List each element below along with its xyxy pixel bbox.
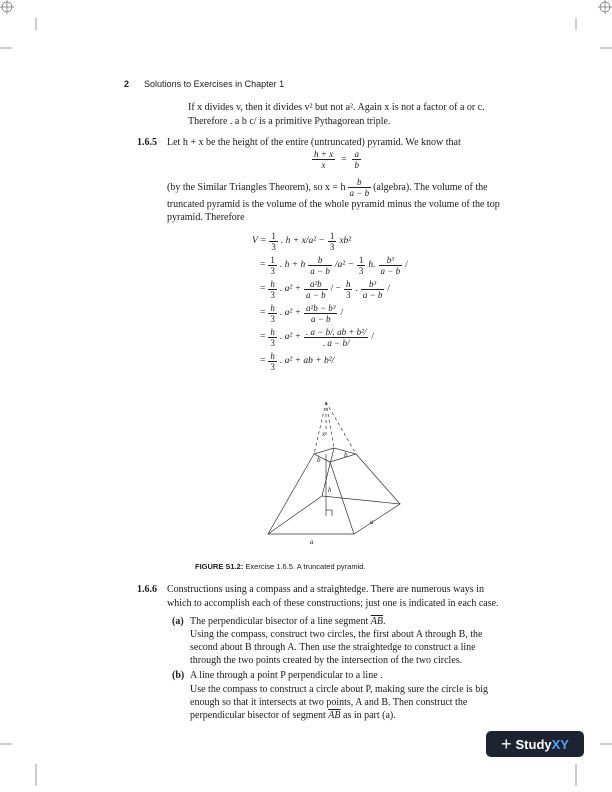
part-b-line-2: enough so that it intersects at two points, A and B. Then construct the (190, 697, 468, 708)
part-b-label: (b) (172, 670, 185, 681)
label-b-left: b (317, 456, 321, 464)
row3-frac-a-den: 3 (270, 289, 275, 300)
running-header (124, 79, 284, 89)
row2-frac-b-den: 3 (358, 265, 364, 276)
part-a-line-2: second about B through A. Then use the straightedge to construct a line (190, 642, 476, 653)
derivation-row-1 (252, 229, 351, 253)
row5-f-tail: / (371, 332, 374, 342)
figure-caption-label: FIGURE S1.2: (195, 562, 244, 571)
part-a-line-1: Using the compass, construct two circles, the first about A through B, the (190, 629, 483, 640)
part-a-title-pre: The perpendicular bisector of a line segment (190, 616, 371, 627)
part-b-segment: $\overline{AB}$ (328, 710, 341, 721)
row2-frac-a-num: 1 (270, 254, 275, 265)
studyxy-watermark[interactable] (486, 731, 584, 757)
intro-line-1: If x divides v, then it divides v² but not a². Again x is not a factor of a or c. (188, 102, 485, 113)
row3-mid: . a² + (279, 284, 301, 294)
part-b-line-3 (190, 709, 396, 722)
ex165-text-2a: (by the Similar Triangles Theorem), so x = h (167, 182, 346, 193)
row6-frac-a-den: 3 (270, 361, 275, 372)
row6-frac-a-num: h (270, 350, 275, 361)
row4-frac-a-den: 3 (270, 313, 275, 324)
row2-mid: . h + h (279, 260, 306, 270)
row4-frac-f-den: a − b (310, 313, 331, 324)
exercise-number-1-6-6: 1.6.6 (137, 584, 157, 595)
figure-caption-text: Exercise 1.6.5. A truncated pyramid. (243, 562, 366, 571)
row2-lhs: = (260, 260, 266, 270)
similar-triangles-equation (312, 149, 361, 170)
eq1-equals: = (341, 154, 347, 165)
part-a-title-post: . (382, 616, 386, 627)
x-fraction-numerator: b (348, 177, 372, 188)
derivation-row-2 (260, 253, 408, 277)
row3-b-mid: . (355, 284, 358, 294)
derivation-row-5 (260, 325, 374, 349)
ex165-text-3: truncated pyramid is the volume of the whole pyramid minus the volume of the top (167, 199, 500, 210)
label-x: x (322, 430, 326, 438)
row5-frac-a-num: h (270, 326, 275, 337)
part-a-line-3: through the two points created by the intersection of the two circles. (190, 655, 463, 666)
row2-b-mid: h. (368, 260, 376, 270)
derivation-row-3 (260, 277, 390, 301)
part-a-title (190, 615, 385, 628)
row2-frac-f-num: b (308, 255, 332, 266)
ex165-text-1: Let h + x be the height of the entire (untruncated) pyramid. We know that (167, 137, 461, 148)
row5-frac-f-den: . a − b/ (322, 337, 350, 348)
row3-frac-f-num: a²b (304, 279, 328, 290)
row2-g-tail: / (405, 260, 408, 270)
row4-lhs: = (260, 308, 266, 318)
ex166-text-1: Constructions using a compass and a straightedge. There are numerous ways in (167, 584, 484, 595)
page-number: 2 (124, 79, 130, 89)
row3-frac-g-den: a − b (362, 289, 383, 300)
row3-frac-a-num: h (270, 278, 275, 289)
part-b-line-3-post: as in part (a). (340, 710, 396, 721)
label-a-bottom: a (310, 538, 314, 546)
part-b-line-3-pre: perpendicular bisector of segment (190, 710, 329, 721)
row1-lhs: V = (252, 236, 267, 246)
row3-g-tail: / (387, 284, 391, 294)
row1-frac-a-num: 1 (271, 230, 276, 241)
figure-caption (195, 562, 366, 571)
label-b-right: b (344, 451, 348, 459)
truncated-pyramid-figure (262, 400, 412, 550)
row2-frac-a-den: 3 (270, 265, 275, 276)
derivation-row-6 (260, 349, 334, 373)
row6-lhs: = (260, 356, 266, 366)
eq1-rhs-numerator: a (354, 149, 359, 159)
row3-frac-g-num: b³ (361, 279, 385, 290)
label-h: h (328, 486, 332, 494)
row1-frac-b-den: 3 (329, 241, 335, 252)
ex165-text-4: pyramid. Therefore (167, 212, 245, 223)
row4-mid: . a² + (279, 308, 301, 318)
row2-f-tail: /a² − (334, 260, 354, 270)
ex165-text-2 (167, 177, 488, 198)
derivation-row-4 (260, 301, 343, 325)
row5-frac-a-den: 3 (270, 337, 275, 348)
part-b-title: A line through a point P perpendicular to a line . (190, 670, 383, 681)
row2-frac-b-num: 1 (358, 254, 364, 265)
part-b-line-1: Use the compass to construct a circle about P, making sure the circle is big (190, 684, 488, 695)
row2-frac-g-den: a − b (380, 265, 401, 276)
eq1-lhs-numerator: h + x (314, 149, 334, 159)
row2-frac-f-den: a − b (310, 265, 330, 276)
row3-lhs: = (260, 284, 266, 294)
row5-mid: . a² + (279, 332, 301, 342)
row6-mid: . a² + ab + b²/ (279, 356, 335, 366)
row3-frac-b-den: 3 (345, 289, 351, 300)
row5-frac-f-num: . a − b/. ab + b²/ (306, 326, 367, 337)
row1-mid: . h + x/a² − (280, 236, 325, 246)
plus-icon: + (501, 733, 512, 754)
label-a-right: a (370, 518, 374, 526)
exercise-number-1-6-5: 1.6.5 (137, 137, 157, 148)
intro-line-2: Therefore . a b c/ is a primitive Pythagorean triple. (188, 116, 391, 127)
eq1-lhs-denominator: x (321, 160, 326, 170)
row4-frac-f-num: a²b − b³ (306, 302, 336, 313)
part-a-segment: $\overline{AB}$ (370, 616, 383, 627)
row3-frac-b-num: h (345, 278, 351, 289)
ex166-text-2: which to accomplish each of these constructions; just one is indicated in each case. (167, 598, 499, 609)
row1-tail: xb² (339, 236, 352, 246)
x-fraction-denominator: a − b (349, 188, 370, 198)
row1-frac-a-den: 3 (271, 241, 276, 252)
brand-xy: XY (551, 736, 569, 752)
part-a-label: (a) (172, 616, 184, 627)
row1-frac-b-num: 1 (329, 230, 335, 241)
row4-frac-a-num: h (270, 302, 275, 313)
row3-f-tail: / − (330, 284, 341, 294)
row5-lhs: = (260, 332, 266, 342)
eq1-rhs-denominator: b (354, 160, 359, 170)
row2-frac-g-num: b³ (379, 255, 403, 266)
ex165-text-2b: (algebra). The volume of the (373, 182, 488, 193)
brand-study: Study (515, 736, 552, 752)
row3-frac-f-den: a − b (306, 289, 326, 300)
row4-f-tail: / (340, 308, 344, 318)
chapter-title: Solutions to Exercises in Chapter 1 (144, 79, 285, 89)
